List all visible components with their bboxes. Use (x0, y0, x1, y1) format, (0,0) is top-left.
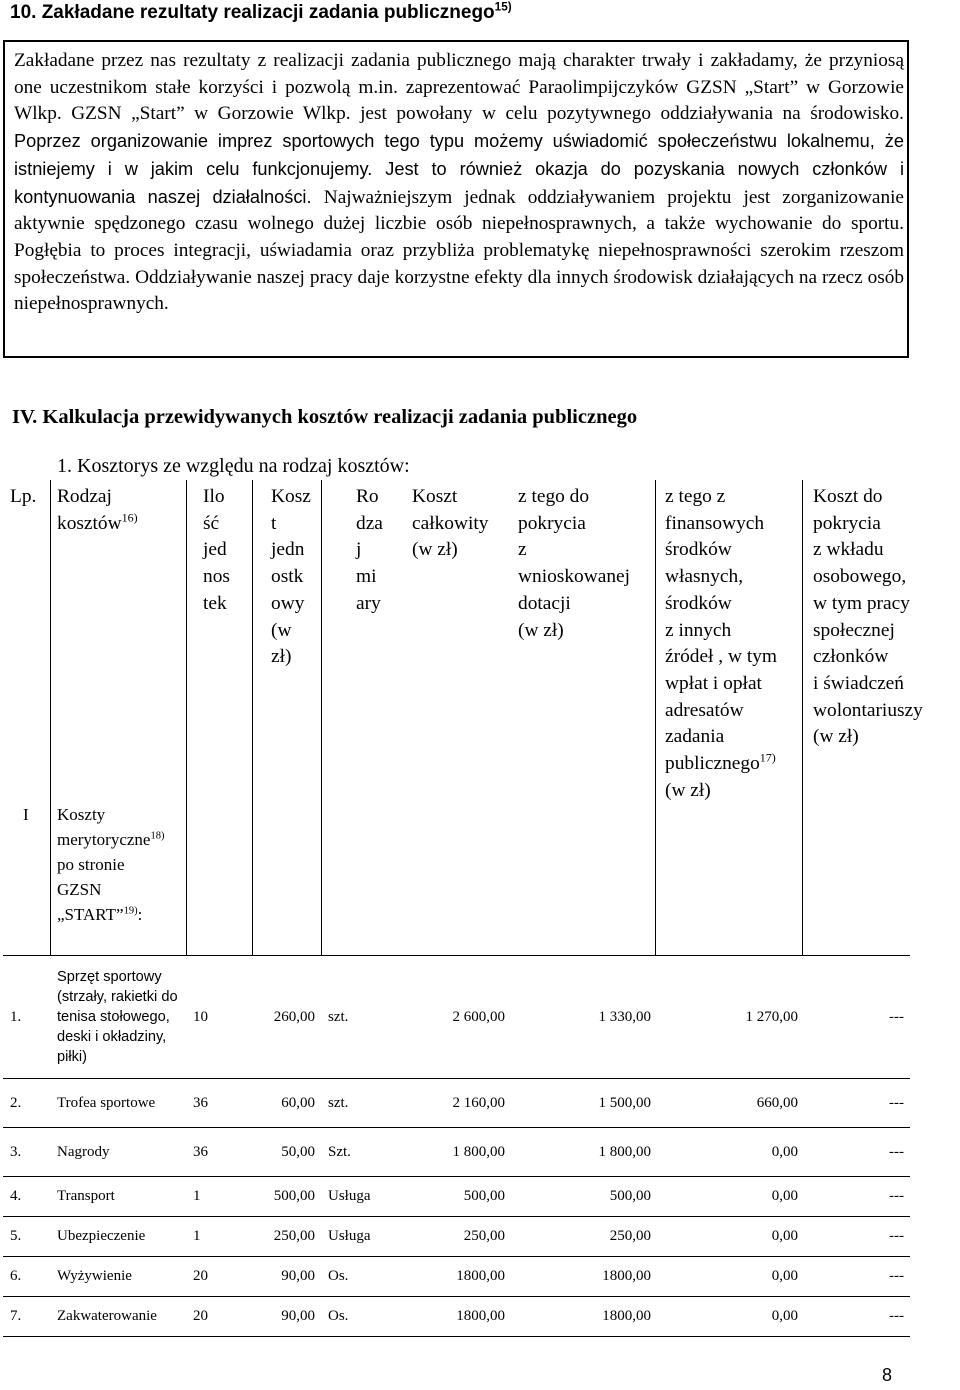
cell-unit: Os. (321, 1297, 400, 1337)
cell-own: 0,00 (657, 1177, 804, 1217)
cell-total: 1800,00 (400, 1257, 511, 1297)
table-row (3, 1257, 910, 1297)
table-row (3, 956, 910, 1079)
cell-unit_cost: 250,00 (252, 1217, 321, 1257)
cell-total: 250,00 (400, 1217, 511, 1257)
cell-name: Sprzęt sportowy (strzały, rakietki do tenisa stołowego, deski i okładziny, piłki) (50, 956, 186, 1079)
col-line (655, 480, 656, 955)
header-wklad-osobowy: Koszt do pokrycia z wkładu osobowego, w tym pracy społecznej członków i świadczeń wolontariuszy (w zł) (813, 486, 923, 748)
header-koszt-calkowity: Koszt całkowity (w zł) (412, 486, 489, 561)
cell-vol: --- (804, 1257, 910, 1297)
col-line (252, 480, 253, 955)
cell-qty: 36 (186, 1128, 252, 1177)
header-dotacja: z tego do pokrycia z wnioskowanej dotacji (w zł) (518, 486, 631, 641)
cell-own: 0,00 (657, 1217, 804, 1257)
cell-unit_cost: 500,00 (252, 1177, 321, 1217)
cell-vol: --- (804, 1177, 910, 1217)
section-I-label: Koszty merytoryczne$^{18)}$ po stronie GZSN „START”$^{19)}$: (57, 805, 165, 924)
cell-qty: 1 (186, 1217, 252, 1257)
cell-name: Trofea sportowe (50, 1079, 186, 1128)
cell-lp: 7. (3, 1297, 50, 1337)
cell-name: Transport (50, 1177, 186, 1217)
cell-unit: Usługa (321, 1217, 400, 1257)
cell-grant: 250,00 (511, 1217, 657, 1257)
cell-lp: 1. (3, 956, 50, 1079)
paragraph-part-1: Zakładane przez nas rezultaty z realizacji zadania publicznego mają charakter trwały i zakładamy, że przyniosą one uczestnikom stałe korzyści i pozwolą m.in. zaprezentować Paraolimpijczyków GZSN „Start” w Gorzowie Wlkp. GZSN „Start” w Gorzowie Wlkp. jest powołany w celu pozytywnego oddziaływania na środowisko. (14, 50, 904, 125)
cell-name: Zakwaterowanie (50, 1297, 186, 1337)
cell-unit_cost: 90,00 (252, 1297, 321, 1337)
cell-lp: 6. (3, 1257, 50, 1297)
cell-lp: 4. (3, 1177, 50, 1217)
table-row (3, 1217, 910, 1257)
header-rodzaj: Rodzaj kosztów$^{16)}$ (57, 486, 138, 534)
cell-unit_cost: 260,00 (252, 956, 321, 1079)
cell-vol: --- (804, 1079, 910, 1128)
cell-name: Nagrody (50, 1128, 186, 1177)
cell-qty: 10 (186, 956, 252, 1079)
cell-lp: 2. (3, 1079, 50, 1128)
section-10-heading: 10. Zakładane rezultaty realizacji zadania publicznego$^{15)}$ (10, 0, 512, 23)
cell-total: 500,00 (400, 1177, 511, 1217)
cell-grant: 500,00 (511, 1177, 657, 1217)
cell-unit: Szt. (321, 1128, 400, 1177)
cell-vol: --- (804, 956, 910, 1079)
table-row (3, 1177, 910, 1217)
cell-own: 660,00 (657, 1079, 804, 1128)
cell-name: Wyżywienie (50, 1257, 186, 1297)
cell-own: 1 270,00 (657, 956, 804, 1079)
results-paragraph (14, 48, 904, 318)
cell-total: 2 600,00 (400, 956, 511, 1079)
header-srodki-wlasne: z tego z finansowych środków własnych, środków z innych źródeł , w tym wpłat i opłat adresatów zadania publicznego$^{17)}$ (w zł) (665, 486, 778, 801)
cell-total: 1800,00 (400, 1297, 511, 1337)
cell-lp: 3. (3, 1128, 50, 1177)
cell-vol: --- (804, 1217, 910, 1257)
cell-own: 0,00 (657, 1297, 804, 1337)
cell-grant: 1 800,00 (511, 1128, 657, 1177)
table-row (3, 1297, 910, 1337)
cell-vol: --- (804, 1128, 910, 1177)
section-IV-heading: IV. Kalkulacja przewidywanych kosztów realizacji zadania publicznego (12, 406, 638, 428)
header-ilosc: Ilo ść jed nos tek (203, 486, 230, 614)
cell-name: Ubezpieczenie (50, 1217, 186, 1257)
cell-grant: 1800,00 (511, 1257, 657, 1297)
col-line (50, 480, 51, 955)
cost-table (3, 955, 910, 1337)
cell-unit: Os. (321, 1257, 400, 1297)
cell-total: 1 800,00 (400, 1128, 511, 1177)
kosztorys-title: 1. Kosztorys ze względu na rodzaj kosztów: (57, 455, 410, 477)
cell-unit: Usługa (321, 1177, 400, 1217)
cell-grant: 1 330,00 (511, 956, 657, 1079)
cell-unit: szt. (321, 956, 400, 1079)
section-I-lp: I (23, 805, 29, 824)
table-row (3, 1128, 910, 1177)
cell-total: 2 160,00 (400, 1079, 511, 1128)
cell-qty: 20 (186, 1257, 252, 1297)
cell-unit_cost: 50,00 (252, 1128, 321, 1177)
page-number: 8 (881, 1365, 892, 1385)
table-row (3, 1079, 910, 1128)
header-koszt-jednostkowy: Kosz t jedn ostk owy (w zł) (271, 486, 311, 668)
cell-vol: --- (804, 1297, 910, 1337)
cell-grant: 1800,00 (511, 1297, 657, 1337)
cell-own: 0,00 (657, 1257, 804, 1297)
col-line (802, 480, 803, 955)
cell-qty: 36 (186, 1079, 252, 1128)
header-rodzaj-miary: Ro dza j mi ary (356, 486, 383, 614)
paragraph-part-2: Poprzez organizowanie imprez sportowych tego typu możemy uświadomić społeczeństwu lokalnemu, że istniejemy i w jakim celu funkcjonujemy. Jest to również okazja do pozyskania nowych członków i kontynuowania naszej działalności. (14, 131, 904, 207)
cell-unit_cost: 90,00 (252, 1257, 321, 1297)
cell-lp: 5. (3, 1217, 50, 1257)
header-lp: Lp. (10, 486, 37, 507)
col-line (186, 480, 187, 955)
paragraph-part-3: Najważniejszym jednak oddziaływaniem projektu jest zorganizowanie aktywnie spędzonego czasu wolnego dużej liczbie osób niepełnosprawnych, a także wychowanie do sportu. Pogłębia to proces integracji, uświadamia oraz przybliża problematykę niepełnosprawności szerokim rzeszom społeczeństwa. Oddziaływanie naszej pracy daje korzystne efekty dla innych środowisk działających na rzecz osób niepełnosprawnych. (14, 186, 904, 315)
cell-qty: 1 (186, 1177, 252, 1217)
col-line (321, 480, 322, 955)
cell-own: 0,00 (657, 1128, 804, 1177)
cell-unit_cost: 60,00 (252, 1079, 321, 1128)
cell-grant: 1 500,00 (511, 1079, 657, 1128)
results-box (3, 40, 909, 358)
cell-unit: szt. (321, 1079, 400, 1128)
cell-qty: 20 (186, 1297, 252, 1337)
